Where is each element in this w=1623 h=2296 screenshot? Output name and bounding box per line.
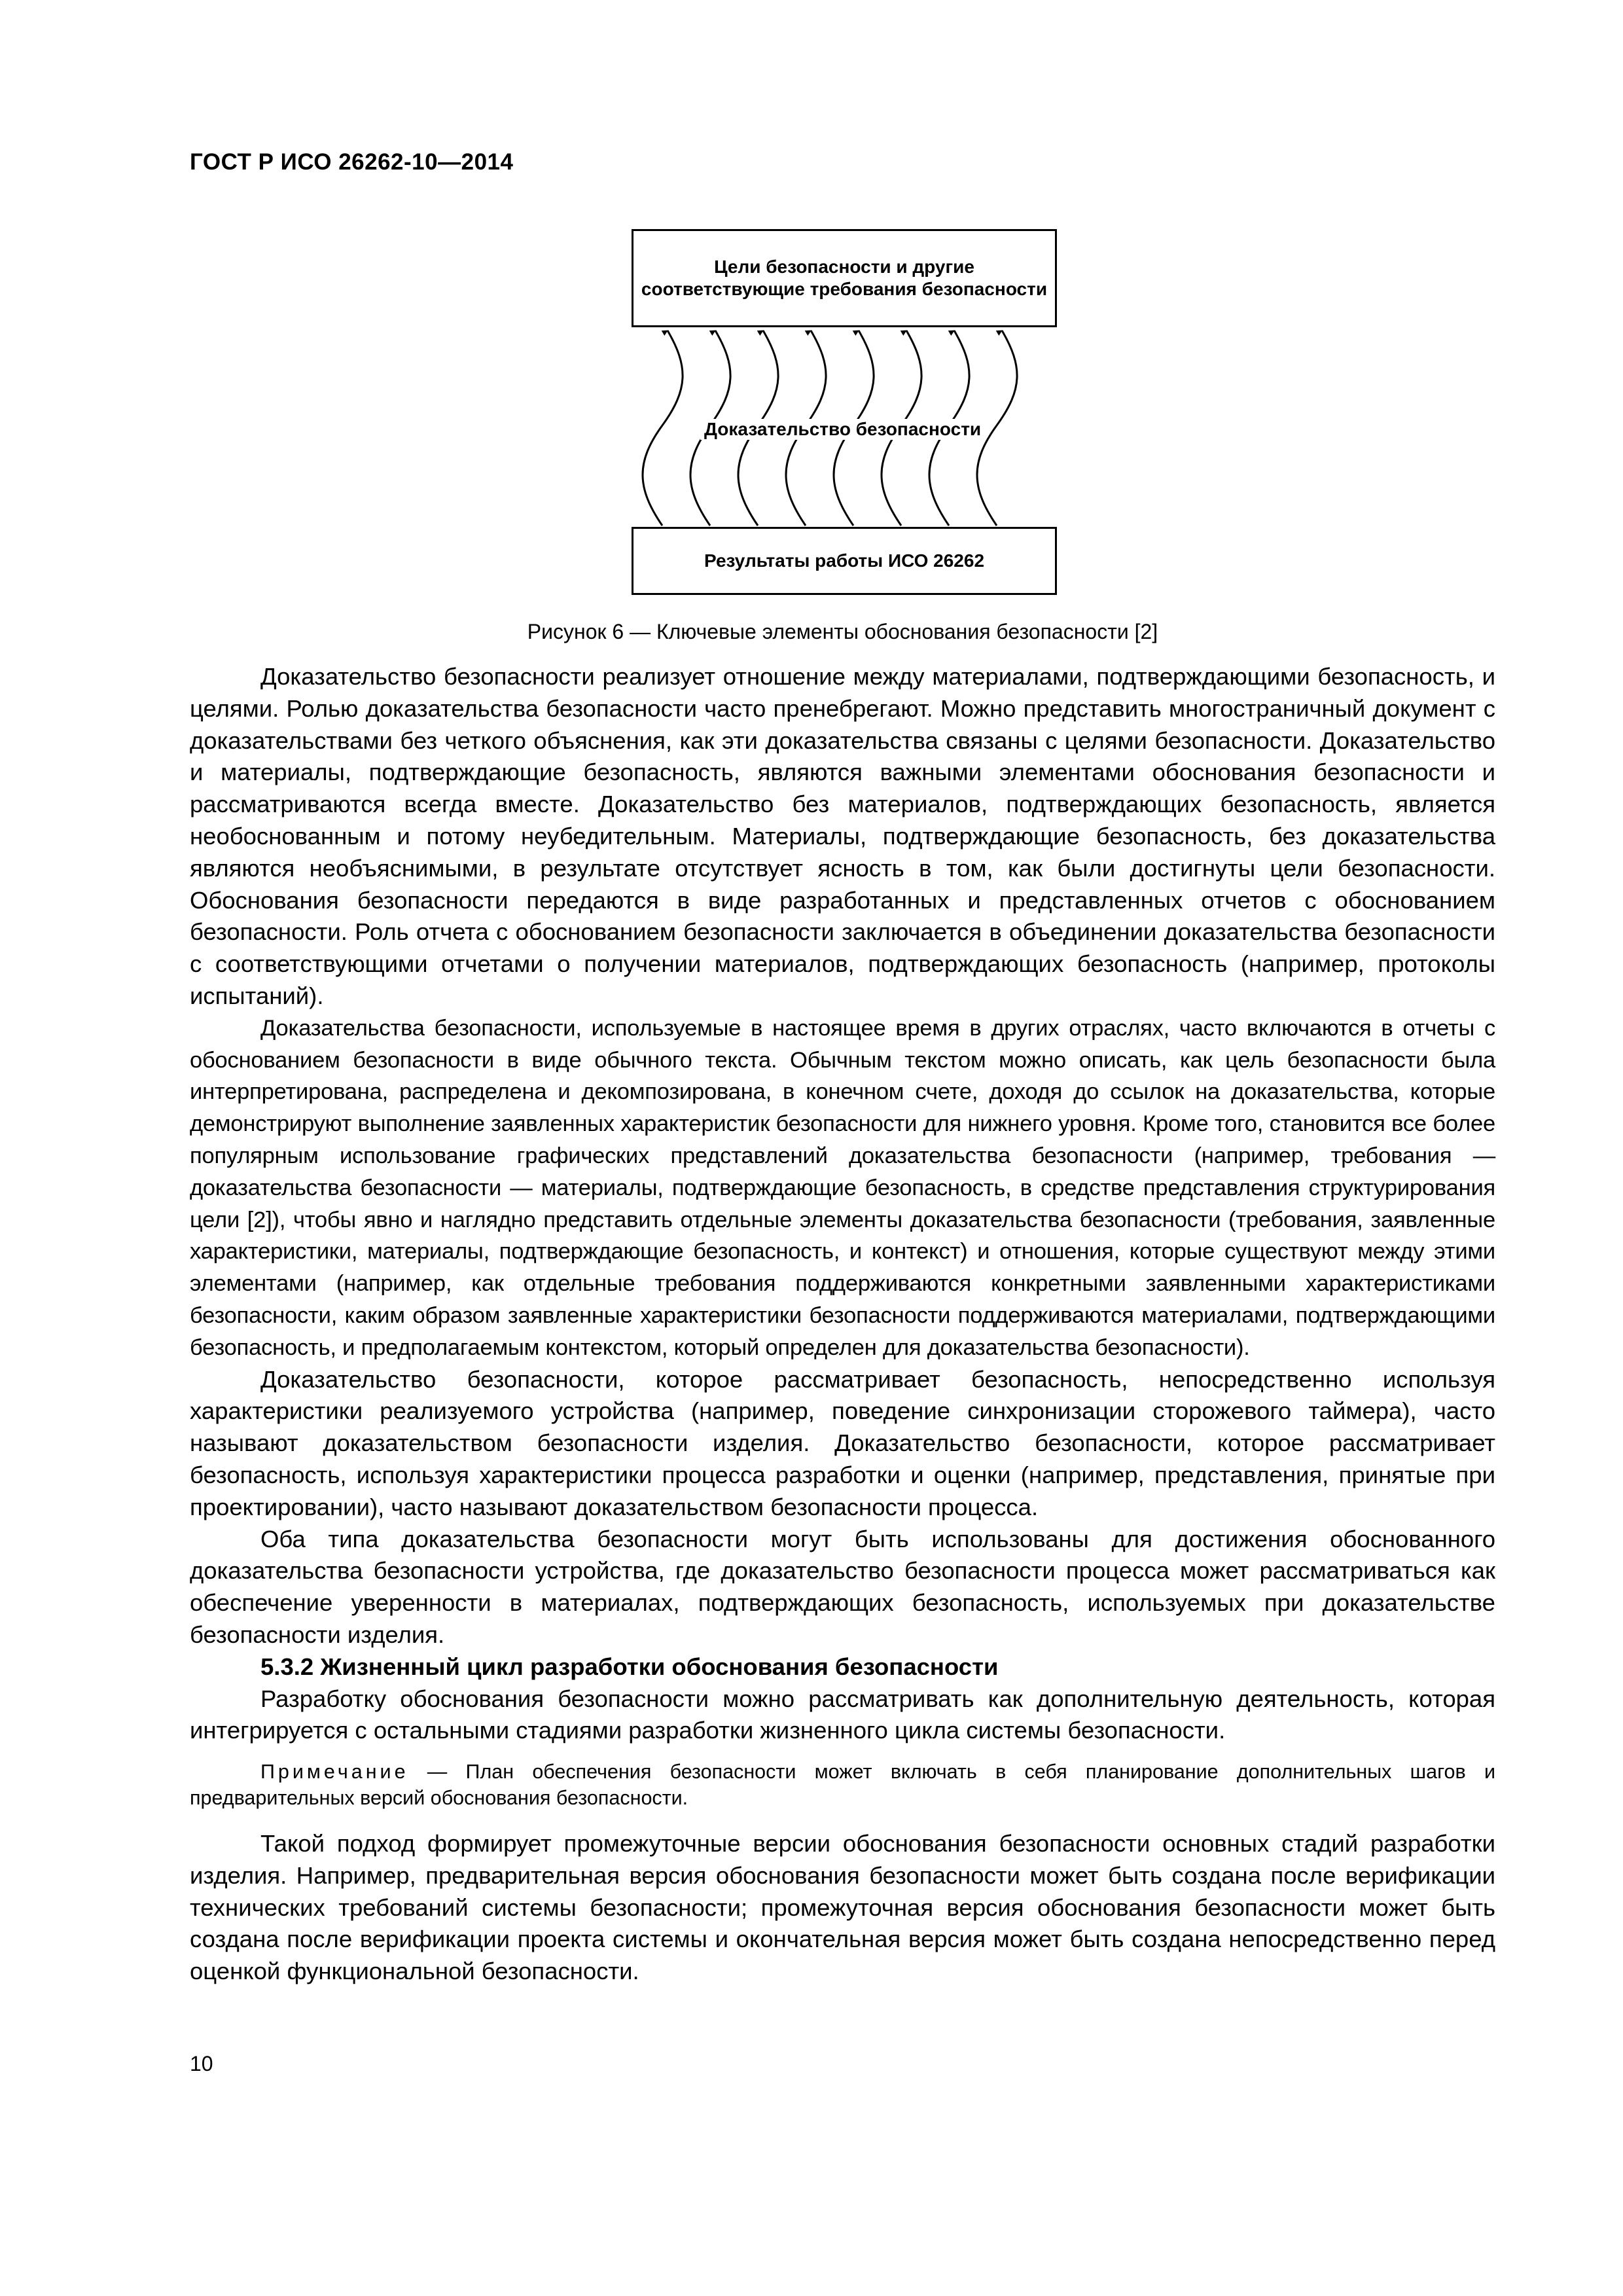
note-text: — План обеспечения безопасности может включать в себя планирование дополнительных шагов и предварительных версий обоснования безопасности. — [190, 1761, 1495, 1810]
safety-argument-label: Доказательство безопасности — [700, 419, 985, 440]
safety-goals-box: Цели безопасности и другие соответствующие требования безопасности — [632, 229, 1057, 327]
section-heading: 5.3.2 Жизненный цикл разработки обоснования безопасности — [260, 1653, 999, 1680]
paragraph-2: Доказательства безопасности, используемые в настоящее время в других отраслях, часто включаются в отчеты с обоснованием безопасности в виде обычного текста. Обычным текстом можно описать, как цель безопасности была интерпретирована, распределена и декомпозирована, в конечном счете, доходя до ссылок на доказательства, которые демонстрируют выполнение заявленных характеристик безопасности для нижнего уровня. Кроме того, становится все более популярным использование графических представлений доказательства безопасности (например, требования — доказательства безопасности — материалы, подтверждающие безопасность, в средстве представления структурирования цели [2]), чтобы явно и наглядно представить отдельные элементы доказательства безопасности (требования, заявленные характеристики, материалы, подтверждающие безопасность, и контекст) и отношения, которые существуют между этими элементами (например, как отдельные требования поддерживаются конкретными заявленными характеристиками безопасности, каким образом заявленные характеристики безопасности поддерживаются материалами, подтверждающими безопасность, и предполагаемым контекстом, который определен для доказательства безопасности). — [190, 1015, 1495, 1360]
paragraph-1: Доказательство безопасности реализует отношение между материалами, подтверждающими безопасность, и целями. Ролью доказательства безопасности часто пренебрегают. Можно представить многостраничный документ с доказательствами без четкого объяснения, как эти доказательства связаны с целями безопасности. Доказательство и материалы, подтверждающие безопасность, являются важными элементами обоснования безопасности и рассматриваются всегда вместе. Доказательство без материалов, подтверждающих безопасность, является необоснованным и потому неубедительным. Материалы, подтверждающие безопасность, без доказательства являются необъяснимыми, в результате отсутствует ясность в том, как были достигнуты цели безопасности. Обоснования безопасности передаются в виде разработанных и представленных отчетов с обоснованием безопасности. Роль отчета с обоснованием безопасности заключается в объединении доказательства безопасности с соответствующими отчетами о получении материалов, подтверждающих безопасность (например, протоколы испытаний). — [190, 663, 1495, 1009]
figure-caption: Рисунок 6 — Ключевые элементы обоснования безопасности [2] — [527, 620, 1158, 643]
body-text-block-1 — [190, 661, 1495, 1988]
paragraph-4: Оба типа доказательства безопасности могут быть использованы для достижения обоснованного доказательства безопасности устройства, где доказательство безопасности процесса может рассматриваться как обеспечение уверенности в материалах, подтверждающих безопасность, используемых при доказательстве безопасности изделия. — [190, 1525, 1495, 1648]
paragraph-6: Такой подход формирует промежуточные версии обоснования безопасности основных стадий разработки изделия. Например, предварительная версия обоснования безопасности может быть создана после верификации технических требований системы безопасности; промежуточная версия обоснования безопасности может быть создана после верификации проекта системы и окончательная версия может быть создана непосредственно перед оценкой функциональной безопасности. — [190, 1830, 1495, 1985]
argument-arrow-1 — [643, 331, 683, 526]
document-header: ГОСТ Р ИСО 26262-10—2014 — [190, 149, 514, 175]
note-label: Примечание — [260, 1761, 409, 1784]
figure-safety-case-diagram — [628, 226, 1060, 599]
paragraph-3: Доказательство безопасности, которое рассматривает безопасность, непосредственно используя характеристики реализуемого устройства (например, поведение синхронизации сторожевого таймера), часто называют доказательством безопасности изделия. Доказательство безопасности, которое рассматривает безопасность, используя характеристики процесса разработки и оценки (например, представления, принятые при проектировании), часто называют доказательством безопасности процесса. — [190, 1365, 1495, 1520]
note — [190, 1759, 1495, 1811]
page-number: 10 — [190, 2052, 213, 2075]
paragraph-5: Разработку обоснования безопасности можно рассматривать как дополнительную деятельность, которая интегрируется с остальными стадиями разработки жизненного цикла системы безопасности. — [190, 1685, 1495, 1744]
iso-work-products-box: Результаты работы ИСО 26262 — [632, 527, 1057, 595]
